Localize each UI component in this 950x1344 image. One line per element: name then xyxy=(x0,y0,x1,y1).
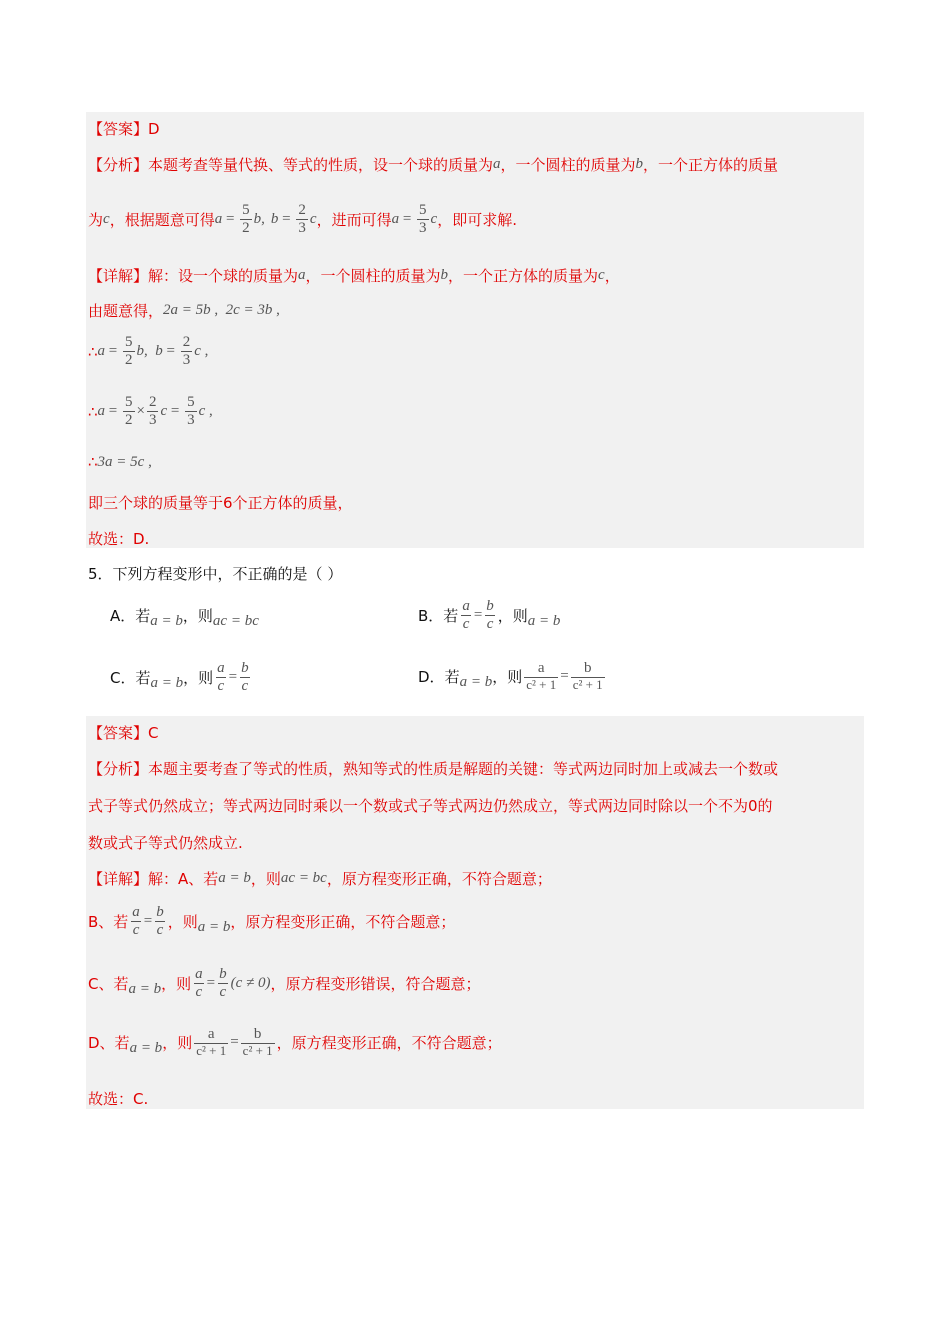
q5-option-b[interactable]: B． 若 $\frac{a}{c}$ = $\frac{b}{c}$ ，则 a = b xyxy=(418,598,561,633)
q4-choose: 故选：D. xyxy=(88,530,150,548)
q4-detail-line3: ∴ a = $\frac{5}{2}$ b , b = $\frac{2}{3}$ c , xyxy=(88,334,209,369)
q5-analysis-line1: 【分析】本题主要考查了等式的性质，熟知等式的性质是解题的关键：等式两边同时加上或减去一个数或 xyxy=(88,760,779,778)
q5-analysis-line2: 式子等式仍然成立；等式两边同时乘以一个数或式子等式两边仍然成立，等式两边同时除以一个不为0的 xyxy=(88,797,773,815)
q5-option-d[interactable]: D． 若 a = b ，则 $\frac{a}{\text{c² + 1}}$ = $\frac{b}{\text{c² + 1}}$ xyxy=(418,660,603,693)
q5-detail-a: 【详解】解：A、若 a = b ，则 ac = bc ，原方程变形正确，不符合题意； xyxy=(88,870,552,888)
q5-analysis-line3: 数或式子等式仍然成立. xyxy=(88,834,243,852)
q5-detail-b: B、若 $\frac{a}{c}$ = $\frac{b}{c}$ ，则 a = b ，原方程变形正确，不符合题意； xyxy=(88,904,456,939)
q4-analysis-line1: 【分析】本题考查等量代换、等式的性质，设一个球的质量为 a ，一个圆柱的质量为 b ，一个正方体的质量 xyxy=(88,156,779,174)
q4-detail-line6: 即三个球的质量等于6个正方体的质量， xyxy=(88,494,353,512)
q5-option-a[interactable]: A． 若 a = b ，则 ac = bc xyxy=(110,607,259,629)
q4-solution-box xyxy=(86,112,864,548)
q5-detail-d: D、若 a = b ，则 $\frac{a}{\text{c² + 1}}$ = $\frac{b}{\text{c² + 1}}$ ，原方程变形正确，不符合题意； xyxy=(88,1026,502,1059)
q5-answer: 【答案】C xyxy=(88,724,159,742)
q4-detail-line4: ∴ a = $\frac{5}{2}$ × $\frac{2}{3}$ c = $\frac{5}{3}$ c , xyxy=(88,394,213,429)
q5-detail-c: C、若 a = b ，则 $\frac{a}{c}$ = $\frac{b}{c}$ (c ≠ 0) ，原方程变形错误，符合题意； xyxy=(88,966,481,1001)
q4-detail-line1: 【详解】解：设一个球的质量为 a ，一个圆柱的质量为 b ，一个正方体的质量为 c ， xyxy=(88,267,620,285)
q4-answer: 【答案】D xyxy=(88,120,160,138)
q5-choose: 故选：C. xyxy=(88,1090,149,1108)
q5-option-c[interactable]: C． 若 a = b ，则 $\frac{a}{c}$ = $\frac{b}{c}$ xyxy=(110,660,249,695)
q4-detail-line5: ∴ 3a = 5c , xyxy=(88,453,152,471)
q4-detail-line2: 由题意得， 2a = 5b , 2c = 3b , xyxy=(88,302,280,320)
q4-analysis-line2: 为 c ，根据题意可得 a = $\frac{5}{2}$ b , b = $\frac{2}{3}$ c ，进而可得 a = $\frac{5}{3}$ c ，即可求解. xyxy=(88,202,517,237)
q5-stem: 5．下列方程变形中，不正确的是（ ） xyxy=(88,565,343,583)
